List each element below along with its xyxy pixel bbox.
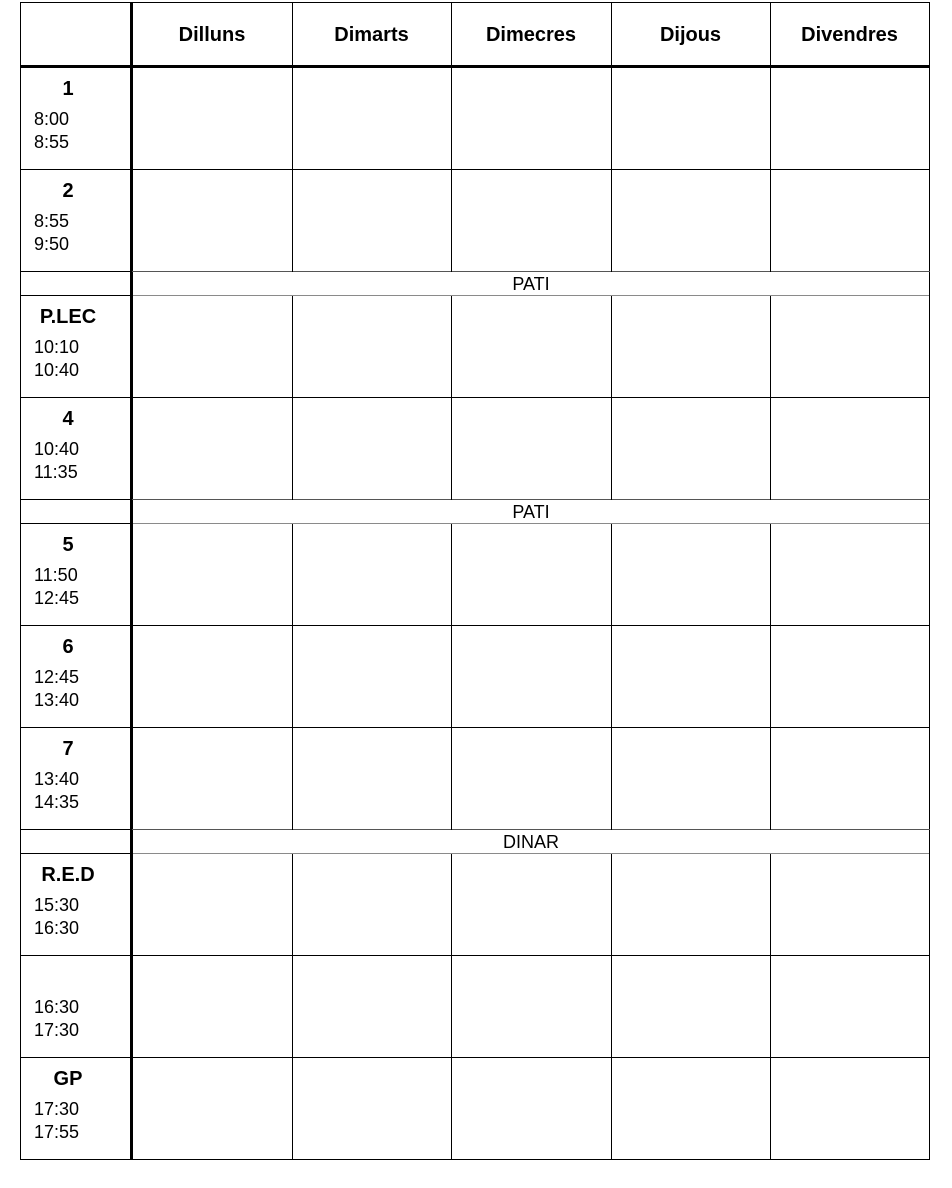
timetable-cell[interactable] <box>770 170 929 272</box>
column-divider <box>611 956 612 1058</box>
break-label: DINAR <box>502 832 559 852</box>
timetable-cell[interactable] <box>611 68 770 170</box>
table-border-right <box>929 2 930 1160</box>
period-label: 5 <box>62 534 74 556</box>
period-label: 7 <box>62 738 74 760</box>
period-end-time: 17:55 <box>34 1122 80 1142</box>
timetable-cell[interactable] <box>292 956 451 1058</box>
column-divider <box>770 728 771 830</box>
period-end-time: 11:35 <box>34 462 78 482</box>
period-end-time: 12:45 <box>34 588 80 608</box>
table-border-left <box>20 2 21 1160</box>
column-divider <box>611 2 612 68</box>
column-divider <box>770 2 771 68</box>
column-divider <box>611 1058 612 1160</box>
timetable-cell[interactable] <box>451 728 611 830</box>
timetable-cell[interactable] <box>292 728 451 830</box>
period-label: 1 <box>62 78 74 100</box>
timetable-cell[interactable] <box>611 626 770 728</box>
timetable-cell[interactable] <box>292 68 451 170</box>
timetable-cell[interactable] <box>611 398 770 500</box>
column-divider <box>611 524 612 626</box>
timetable-cell[interactable] <box>611 296 770 398</box>
column-divider <box>611 728 612 830</box>
table-border-top <box>20 2 930 3</box>
column-divider <box>451 728 452 830</box>
column-divider <box>451 2 452 68</box>
timetable-cell[interactable] <box>611 524 770 626</box>
timetable-cell[interactable] <box>451 170 611 272</box>
timetable-cell[interactable] <box>770 728 929 830</box>
timetable-cell[interactable] <box>292 170 451 272</box>
timetable-cell[interactable] <box>770 1058 929 1160</box>
break-label: PATI <box>512 274 550 294</box>
period-label: P.LEC <box>39 306 97 328</box>
timetable-cell[interactable] <box>451 296 611 398</box>
timetable-cell[interactable] <box>292 398 451 500</box>
period-label: 6 <box>62 636 74 658</box>
column-divider <box>611 626 612 728</box>
break-label: PATI <box>512 502 550 522</box>
timetable-cell[interactable] <box>132 956 292 1058</box>
timetable-cell[interactable] <box>770 68 929 170</box>
timetable-cell[interactable] <box>132 626 292 728</box>
timetable-cell[interactable] <box>611 1058 770 1160</box>
period-start-time: 13:40 <box>34 769 80 789</box>
timetable-cell[interactable] <box>132 170 292 272</box>
column-divider <box>770 1058 771 1160</box>
column-divider <box>770 854 771 956</box>
column-divider <box>451 170 452 272</box>
day-header-dijous: Dijous <box>659 23 722 46</box>
table-border-bottom <box>20 1159 930 1160</box>
row-divider <box>132 271 930 272</box>
timetable-cell[interactable] <box>132 728 292 830</box>
column-divider <box>770 170 771 272</box>
column-divider <box>292 854 293 956</box>
column-divider <box>292 728 293 830</box>
time-column-divider <box>130 2 133 1160</box>
period-end-time: 17:30 <box>34 1020 80 1040</box>
period-end-time: 13:40 <box>34 690 80 710</box>
timetable-cell[interactable] <box>132 398 292 500</box>
column-divider <box>770 296 771 398</box>
row-divider <box>20 853 132 854</box>
row-divider <box>20 295 132 296</box>
timetable-cell[interactable] <box>770 296 929 398</box>
row-divider <box>132 829 930 830</box>
timetable-cell[interactable] <box>451 854 611 956</box>
day-header-dimecres: Dimecres <box>485 23 577 46</box>
period-label: 4 <box>62 408 74 430</box>
timetable-cell[interactable] <box>292 296 451 398</box>
timetable-cell[interactable] <box>451 1058 611 1160</box>
column-divider <box>611 68 612 170</box>
timetable-cell[interactable] <box>770 524 929 626</box>
column-divider <box>292 956 293 1058</box>
period-start-time: 8:00 <box>34 109 70 129</box>
column-divider <box>292 524 293 626</box>
column-divider <box>611 854 612 956</box>
column-divider <box>770 956 771 1058</box>
period-start-time: 10:10 <box>34 337 80 357</box>
timetable-cell[interactable] <box>451 626 611 728</box>
timetable-cell[interactable] <box>611 956 770 1058</box>
timetable-cell[interactable] <box>292 626 451 728</box>
column-divider <box>451 626 452 728</box>
column-divider <box>451 296 452 398</box>
column-divider <box>611 296 612 398</box>
period-start-time: 15:30 <box>34 895 80 915</box>
period-start-time: 8:55 <box>34 211 70 231</box>
timetable-cell[interactable] <box>451 68 611 170</box>
column-divider <box>451 68 452 170</box>
column-divider <box>451 956 452 1058</box>
timetable-cell[interactable] <box>132 524 292 626</box>
period-end-time: 14:35 <box>34 792 80 812</box>
period-label: GP <box>53 1068 83 1090</box>
column-divider <box>770 398 771 500</box>
column-divider <box>770 524 771 626</box>
timetable-cell[interactable] <box>132 296 292 398</box>
period-end-time: 16:30 <box>34 918 80 938</box>
timetable-cell[interactable] <box>770 956 929 1058</box>
period-end-time: 9:50 <box>34 234 70 254</box>
timetable-cell[interactable] <box>770 626 929 728</box>
timetable-cell[interactable] <box>770 854 929 956</box>
day-header-dilluns: Dilluns <box>178 23 246 46</box>
period-label: R.E.D <box>41 864 95 886</box>
column-divider <box>292 1058 293 1160</box>
period-start-time: 11:50 <box>34 565 78 585</box>
timetable-cell[interactable] <box>292 524 451 626</box>
row-divider <box>20 523 132 524</box>
period-start-time: 16:30 <box>34 997 80 1017</box>
timetable-cell[interactable] <box>611 854 770 956</box>
day-header-divendres: Divendres <box>801 23 898 46</box>
period-label: 2 <box>62 180 74 202</box>
column-divider <box>770 626 771 728</box>
column-divider <box>611 170 612 272</box>
timetable-cell[interactable] <box>451 956 611 1058</box>
timetable-cell[interactable] <box>132 68 292 170</box>
timetable-cell[interactable] <box>770 398 929 500</box>
column-divider <box>292 2 293 68</box>
timetable-cell[interactable] <box>292 1058 451 1160</box>
column-divider <box>292 68 293 170</box>
timetable-cell[interactable] <box>611 728 770 830</box>
period-end-time: 8:55 <box>34 132 70 152</box>
header-divider <box>20 65 930 68</box>
period-start-time: 17:30 <box>34 1099 80 1119</box>
column-divider <box>611 398 612 500</box>
timetable-cell[interactable] <box>451 398 611 500</box>
day-header-dimarts: Dimarts <box>334 23 409 46</box>
column-divider <box>451 1058 452 1160</box>
timetable-cell[interactable] <box>132 1058 292 1160</box>
column-divider <box>292 296 293 398</box>
timetable-grid <box>20 2 930 1162</box>
timetable-cell[interactable] <box>132 854 292 956</box>
timetable-cell[interactable] <box>292 854 451 956</box>
column-divider <box>451 398 452 500</box>
timetable-cell[interactable] <box>451 524 611 626</box>
timetable-cell[interactable] <box>611 170 770 272</box>
column-divider <box>292 170 293 272</box>
column-divider <box>451 854 452 956</box>
period-start-time: 12:45 <box>34 667 80 687</box>
period-end-time: 10:40 <box>34 360 80 380</box>
period-start-time: 10:40 <box>34 439 80 459</box>
column-divider <box>292 398 293 500</box>
column-divider <box>292 626 293 728</box>
column-divider <box>451 524 452 626</box>
row-divider <box>132 499 930 500</box>
column-divider <box>770 68 771 170</box>
